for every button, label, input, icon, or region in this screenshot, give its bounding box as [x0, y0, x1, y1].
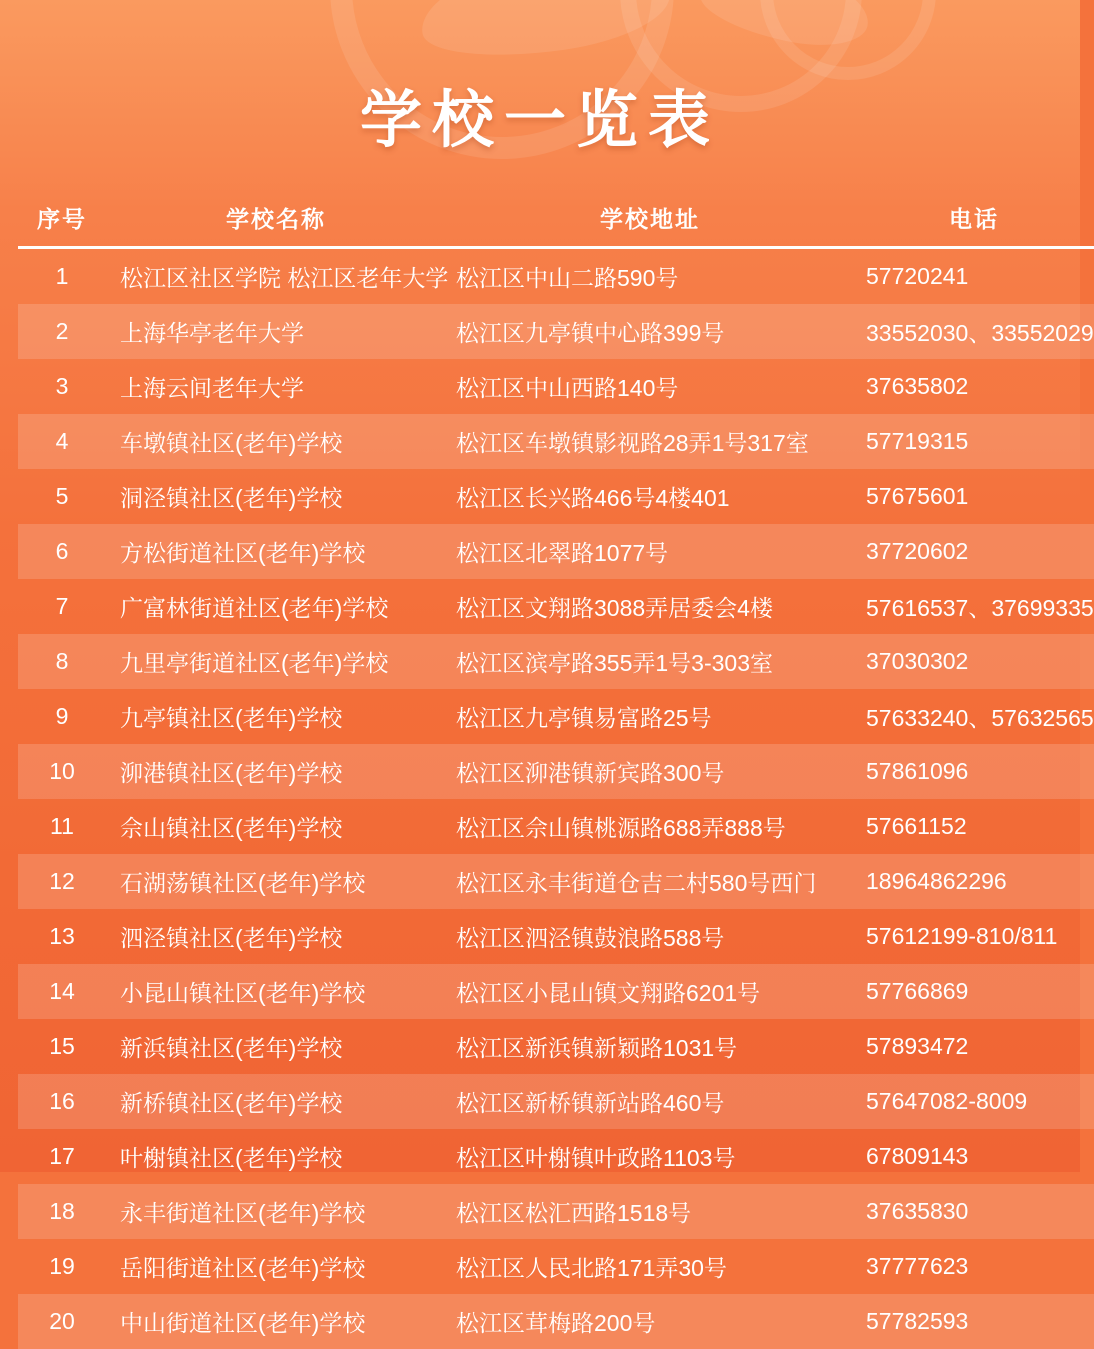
cell-address: 松江区泗泾镇鼓浪路588号	[446, 909, 854, 964]
table-row	[18, 744, 1094, 799]
cell-index: 12	[18, 854, 106, 909]
column-header-index: 序号	[18, 195, 106, 248]
cell-address: 松江区车墩镇影视路28弄1号317室	[446, 414, 854, 469]
cell-index: 13	[18, 909, 106, 964]
cell-address: 松江区滨亭路355弄1号3-303室	[446, 634, 854, 689]
cell-index: 4	[18, 414, 106, 469]
table-row	[18, 1294, 1094, 1349]
cell-address: 松江区九亭镇易富路25号	[446, 689, 854, 744]
column-header-phone: 电话	[854, 195, 1094, 248]
table-header-row	[18, 195, 1094, 248]
cell-address: 松江区中山西路140号	[446, 359, 854, 414]
cell-phone: 18964862296	[854, 854, 1094, 909]
table-row	[18, 1019, 1094, 1074]
cell-phone: 57612199-810/811	[854, 909, 1094, 964]
cell-address: 松江区永丰街道仓吉二村580号西门	[446, 854, 854, 909]
cell-index: 16	[18, 1074, 106, 1129]
cell-index: 5	[18, 469, 106, 524]
cell-address: 松江区小昆山镇文翔路6201号	[446, 964, 854, 1019]
cell-address: 松江区九亭镇中心路399号	[446, 304, 854, 359]
cell-phone: 57633240、57632565	[854, 689, 1094, 744]
table-row	[18, 634, 1094, 689]
table-body	[18, 248, 1094, 1349]
table-row	[18, 524, 1094, 579]
cell-address: 松江区新浜镇新颖路1031号	[446, 1019, 854, 1074]
table-row	[18, 359, 1094, 414]
table-row	[18, 248, 1094, 305]
cell-phone: 57661152	[854, 799, 1094, 854]
cell-index: 3	[18, 359, 106, 414]
cell-address: 松江区长兴路466号4楼401	[446, 469, 854, 524]
cell-phone: 37030302	[854, 634, 1094, 689]
cell-index: 17	[18, 1129, 106, 1184]
cell-phone: 67809143	[854, 1129, 1094, 1184]
table-row	[18, 304, 1094, 359]
cell-school-name: 九里亭街道社区(老年)学校	[106, 634, 446, 689]
cell-index: 10	[18, 744, 106, 799]
cell-school-name: 中山街道社区(老年)学校	[106, 1294, 446, 1349]
cell-address: 松江区佘山镇桃源路688弄888号	[446, 799, 854, 854]
cell-school-name: 泗泾镇社区(老年)学校	[106, 909, 446, 964]
column-header-address: 学校地址	[446, 195, 854, 248]
cell-address: 松江区文翔路3088弄居委会4楼	[446, 579, 854, 634]
table-row	[18, 1239, 1094, 1294]
cell-phone: 57861096	[854, 744, 1094, 799]
cell-phone: 57720241	[854, 248, 1094, 305]
cell-address: 松江区新桥镇新站路460号	[446, 1074, 854, 1129]
cell-school-name: 佘山镇社区(老年)学校	[106, 799, 446, 854]
cell-index: 7	[18, 579, 106, 634]
cell-school-name: 车墩镇社区(老年)学校	[106, 414, 446, 469]
cell-school-name: 永丰街道社区(老年)学校	[106, 1184, 446, 1239]
cell-index: 18	[18, 1184, 106, 1239]
cell-index: 2	[18, 304, 106, 359]
table-row	[18, 469, 1094, 524]
cell-address: 松江区叶榭镇叶政路1103号	[446, 1129, 854, 1184]
cell-school-name: 小昆山镇社区(老年)学校	[106, 964, 446, 1019]
cell-school-name: 九亭镇社区(老年)学校	[106, 689, 446, 744]
cell-phone: 57675601	[854, 469, 1094, 524]
table-row	[18, 1129, 1094, 1184]
cell-phone: 33552030、33552029	[854, 304, 1094, 359]
cell-phone: 57766869	[854, 964, 1094, 1019]
cell-school-name: 叶榭镇社区(老年)学校	[106, 1129, 446, 1184]
cell-school-name: 洞泾镇社区(老年)学校	[106, 469, 446, 524]
cell-address: 松江区泖港镇新宾路300号	[446, 744, 854, 799]
school-table	[18, 195, 1094, 1349]
table-row	[18, 1074, 1094, 1129]
table-row	[18, 799, 1094, 854]
cell-school-name: 上海云间老年大学	[106, 359, 446, 414]
cell-school-name: 广富林街道社区(老年)学校	[106, 579, 446, 634]
cell-index: 6	[18, 524, 106, 579]
cell-index: 15	[18, 1019, 106, 1074]
cell-school-name: 岳阳街道社区(老年)学校	[106, 1239, 446, 1294]
cell-school-name: 方松街道社区(老年)学校	[106, 524, 446, 579]
school-table-wrapper	[0, 195, 1080, 1349]
cell-school-name: 新桥镇社区(老年)学校	[106, 1074, 446, 1129]
cell-index: 8	[18, 634, 106, 689]
cell-school-name: 松江区社区学院 松江区老年大学	[106, 248, 446, 305]
cell-phone: 57782593	[854, 1294, 1094, 1349]
cell-index: 14	[18, 964, 106, 1019]
cell-index: 11	[18, 799, 106, 854]
cell-school-name: 上海华亭老年大学	[106, 304, 446, 359]
table-row	[18, 1184, 1094, 1239]
cell-address: 松江区中山二路590号	[446, 248, 854, 305]
table-row	[18, 854, 1094, 909]
page-title: 学校一览表	[0, 0, 1080, 159]
cell-address: 松江区松汇西路1518号	[446, 1184, 854, 1239]
table-row	[18, 964, 1094, 1019]
cell-school-name: 新浜镇社区(老年)学校	[106, 1019, 446, 1074]
cell-address: 松江区北翠路1077号	[446, 524, 854, 579]
cell-index: 20	[18, 1294, 106, 1349]
table-row	[18, 579, 1094, 634]
cell-phone: 57893472	[854, 1019, 1094, 1074]
cell-address: 松江区茸梅路200号	[446, 1294, 854, 1349]
cell-phone: 57616537、37699335	[854, 579, 1094, 634]
cell-index: 1	[18, 248, 106, 305]
cell-phone: 37777623	[854, 1239, 1094, 1294]
table-header	[18, 195, 1094, 248]
cell-address: 松江区人民北路171弄30号	[446, 1239, 854, 1294]
cell-phone: 57647082-8009	[854, 1074, 1094, 1129]
cell-index: 9	[18, 689, 106, 744]
table-row	[18, 414, 1094, 469]
table-row	[18, 689, 1094, 744]
cell-phone: 57719315	[854, 414, 1094, 469]
cell-index: 19	[18, 1239, 106, 1294]
cell-phone: 37720602	[854, 524, 1094, 579]
cell-school-name: 石湖荡镇社区(老年)学校	[106, 854, 446, 909]
cell-phone: 37635802	[854, 359, 1094, 414]
column-header-school: 学校名称	[106, 195, 446, 248]
table-row	[18, 909, 1094, 964]
cell-phone: 37635830	[854, 1184, 1094, 1239]
cell-school-name: 泖港镇社区(老年)学校	[106, 744, 446, 799]
